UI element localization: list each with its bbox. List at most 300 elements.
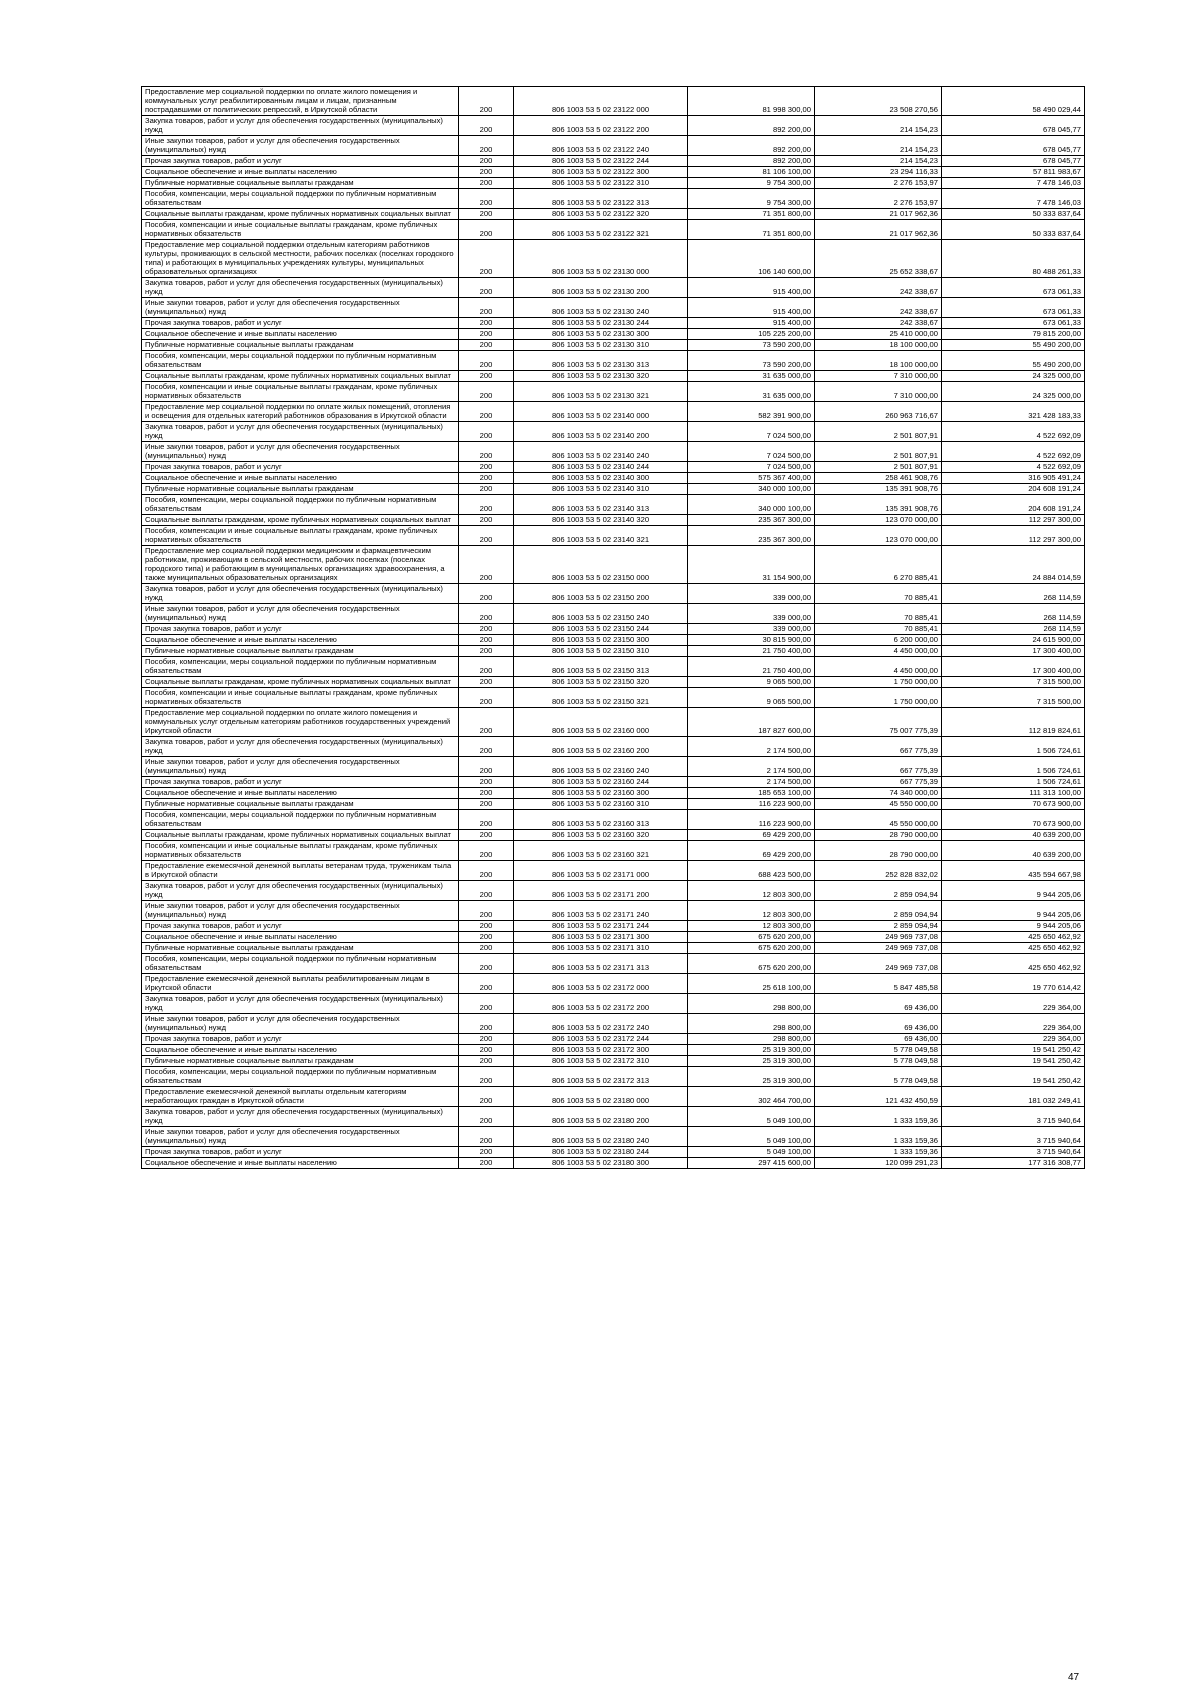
row-executed-amount: 69 436,00	[815, 1034, 942, 1045]
row-unexecuted-amount: 57 811 983,67	[942, 167, 1085, 178]
row-executed-amount: 249 969 737,08	[815, 954, 942, 974]
row-description: Пособия, компенсации и иные социальные выплаты гражданам, кроме публичных нормативных обязательств	[142, 382, 459, 402]
row-budget-code: 806 1003 53 5 02 23140 321	[514, 526, 688, 546]
row-executed-amount: 23 508 270,56	[815, 87, 942, 116]
row-approved-amount: 235 367 300,00	[688, 526, 815, 546]
row-unexecuted-amount: 19 541 250,42	[942, 1056, 1085, 1067]
row-unexecuted-amount: 177 316 308,77	[942, 1158, 1085, 1169]
row-admin-code: 200	[459, 462, 514, 473]
row-budget-code: 806 1003 53 5 02 23130 320	[514, 371, 688, 382]
row-budget-code: 806 1003 53 5 02 23130 244	[514, 318, 688, 329]
row-description: Социальное обеспечение и иные выплаты населению	[142, 167, 459, 178]
row-executed-amount: 69 436,00	[815, 994, 942, 1014]
row-description: Социальные выплаты гражданам, кроме публичных нормативных социальных выплат	[142, 830, 459, 841]
row-executed-amount: 667 775,39	[815, 737, 942, 757]
row-admin-code: 200	[459, 635, 514, 646]
row-description: Закупка товаров, работ и услуг для обеспечения государственных (муниципальных) нужд	[142, 278, 459, 298]
row-approved-amount: 187 827 600,00	[688, 708, 815, 737]
row-description: Социальное обеспечение и иные выплаты населению	[142, 1045, 459, 1056]
row-unexecuted-amount: 7 315 500,00	[942, 688, 1085, 708]
row-admin-code: 200	[459, 1034, 514, 1045]
row-description: Социальное обеспечение и иные выплаты населению	[142, 788, 459, 799]
row-description: Закупка товаров, работ и услуг для обеспечения государственных (муниципальных) нужд	[142, 737, 459, 757]
row-description: Иные закупки товаров, работ и услуг для обеспечения государственных (муниципальных) нужд	[142, 757, 459, 777]
row-description: Иные закупки товаров, работ и услуг для обеспечения государственных (муниципальных) нужд	[142, 136, 459, 156]
row-executed-amount: 667 775,39	[815, 777, 942, 788]
row-admin-code: 200	[459, 810, 514, 830]
row-unexecuted-amount: 204 608 191,24	[942, 495, 1085, 515]
row-unexecuted-amount: 58 490 029,44	[942, 87, 1085, 116]
row-unexecuted-amount: 17 300 400,00	[942, 646, 1085, 657]
row-executed-amount: 2 276 153,97	[815, 178, 942, 189]
row-executed-amount: 242 338,67	[815, 318, 942, 329]
row-unexecuted-amount: 3 715 940,64	[942, 1147, 1085, 1158]
row-approved-amount: 25 319 300,00	[688, 1056, 815, 1067]
row-executed-amount: 7 310 000,00	[815, 371, 942, 382]
row-unexecuted-amount: 111 313 100,00	[942, 788, 1085, 799]
table-row	[142, 1087, 1085, 1107]
row-approved-amount: 9 754 300,00	[688, 189, 815, 209]
table-row	[142, 209, 1085, 220]
row-description: Иные закупки товаров, работ и услуг для обеспечения государственных (муниципальных) нужд	[142, 298, 459, 318]
row-budget-code: 806 1003 53 5 02 23150 320	[514, 677, 688, 688]
row-executed-amount: 1 750 000,00	[815, 688, 942, 708]
row-admin-code: 200	[459, 318, 514, 329]
row-description: Прочая закупка товаров, работ и услуг	[142, 156, 459, 167]
row-budget-code: 806 1003 53 5 02 23172 000	[514, 974, 688, 994]
row-admin-code: 200	[459, 921, 514, 932]
table-row	[142, 136, 1085, 156]
row-description: Прочая закупка товаров, работ и услуг	[142, 1147, 459, 1158]
row-admin-code: 200	[459, 901, 514, 921]
row-approved-amount: 106 140 600,00	[688, 240, 815, 278]
row-executed-amount: 260 963 716,67	[815, 402, 942, 422]
row-unexecuted-amount: 50 333 837,64	[942, 220, 1085, 240]
row-admin-code: 200	[459, 340, 514, 351]
row-description: Пособия, компенсации и иные социальные выплаты гражданам, кроме публичных нормативных обязательств	[142, 841, 459, 861]
table-row	[142, 240, 1085, 278]
row-admin-code: 200	[459, 777, 514, 788]
row-approved-amount: 116 223 900,00	[688, 810, 815, 830]
row-description: Публичные нормативные социальные выплаты гражданам	[142, 340, 459, 351]
row-executed-amount: 45 550 000,00	[815, 810, 942, 830]
row-budget-code: 806 1003 53 5 02 23160 244	[514, 777, 688, 788]
table-row	[142, 340, 1085, 351]
row-admin-code: 200	[459, 240, 514, 278]
row-unexecuted-amount: 4 522 692,09	[942, 462, 1085, 473]
table-row	[142, 1147, 1085, 1158]
row-admin-code: 200	[459, 688, 514, 708]
row-budget-code: 806 1003 53 5 02 23150 300	[514, 635, 688, 646]
row-unexecuted-amount: 229 364,00	[942, 1034, 1085, 1045]
row-description: Закупка товаров, работ и услуг для обеспечения государственных (муниципальных) нужд	[142, 584, 459, 604]
table-row	[142, 462, 1085, 473]
table-row	[142, 515, 1085, 526]
row-budget-code: 806 1003 53 5 02 23172 300	[514, 1045, 688, 1056]
table-row	[142, 298, 1085, 318]
row-description: Иные закупки товаров, работ и услуг для обеспечения государственных (муниципальных) нужд	[142, 901, 459, 921]
row-description: Закупка товаров, работ и услуг для обеспечения государственных (муниципальных) нужд	[142, 116, 459, 136]
row-budget-code: 806 1003 53 5 02 23122 244	[514, 156, 688, 167]
row-description: Публичные нормативные социальные выплаты гражданам	[142, 484, 459, 495]
row-description: Предоставление мер социальной поддержки по оплате жилого помещения и коммунальных услуг реабилитированным лицам и лицам, признанным пострадавшими от политических репрессий, в Иркутской области	[142, 87, 459, 116]
row-executed-amount: 69 436,00	[815, 1014, 942, 1034]
row-approved-amount: 7 024 500,00	[688, 462, 815, 473]
row-admin-code: 200	[459, 604, 514, 624]
row-unexecuted-amount: 204 608 191,24	[942, 484, 1085, 495]
row-budget-code: 806 1003 53 5 02 23130 321	[514, 382, 688, 402]
row-executed-amount: 70 885,41	[815, 624, 942, 635]
row-budget-code: 806 1003 53 5 02 23130 000	[514, 240, 688, 278]
row-admin-code: 200	[459, 351, 514, 371]
row-budget-code: 806 1003 53 5 02 23130 310	[514, 340, 688, 351]
row-approved-amount: 7 024 500,00	[688, 422, 815, 442]
row-executed-amount: 135 391 908,76	[815, 484, 942, 495]
row-budget-code: 806 1003 53 5 02 23172 313	[514, 1067, 688, 1087]
row-executed-amount: 242 338,67	[815, 278, 942, 298]
table-row	[142, 1056, 1085, 1067]
row-budget-code: 806 1003 53 5 02 23140 000	[514, 402, 688, 422]
row-admin-code: 200	[459, 943, 514, 954]
row-budget-code: 806 1003 53 5 02 23171 000	[514, 861, 688, 881]
row-admin-code: 200	[459, 584, 514, 604]
row-approved-amount: 298 800,00	[688, 1014, 815, 1034]
row-unexecuted-amount: 1 506 724,61	[942, 737, 1085, 757]
row-admin-code: 200	[459, 737, 514, 757]
row-executed-amount: 5 778 049,58	[815, 1067, 942, 1087]
row-description: Социальное обеспечение и иные выплаты населению	[142, 329, 459, 340]
row-description: Предоставление мер социальной поддержки медицинским и фармацевтическим работникам, проживающим в сельской местности, рабочих поселках (поселках городского типа) и работающим в муниципальных организациях здравоохранения, а также муниципальных образовательных организациях	[142, 546, 459, 584]
table-row	[142, 1107, 1085, 1127]
row-admin-code: 200	[459, 677, 514, 688]
row-unexecuted-amount: 268 114,59	[942, 604, 1085, 624]
row-approved-amount: 675 620 200,00	[688, 954, 815, 974]
table-row	[142, 318, 1085, 329]
row-description: Социальные выплаты гражданам, кроме публичных нормативных социальных выплат	[142, 515, 459, 526]
table-row	[142, 495, 1085, 515]
table-row	[142, 220, 1085, 240]
row-admin-code: 200	[459, 1107, 514, 1127]
row-unexecuted-amount: 678 045,77	[942, 136, 1085, 156]
row-approved-amount: 575 367 400,00	[688, 473, 815, 484]
row-description: Пособия, компенсации, меры социальной поддержки по публичным нормативным обязательствам	[142, 657, 459, 677]
row-admin-code: 200	[459, 87, 514, 116]
table-row	[142, 841, 1085, 861]
row-approved-amount: 582 391 900,00	[688, 402, 815, 422]
table-row	[142, 974, 1085, 994]
table-row	[142, 757, 1085, 777]
row-executed-amount: 75 007 775,39	[815, 708, 942, 737]
row-unexecuted-amount: 673 061,33	[942, 318, 1085, 329]
row-executed-amount: 123 070 000,00	[815, 526, 942, 546]
row-admin-code: 200	[459, 1014, 514, 1034]
row-description: Закупка товаров, работ и услуг для обеспечения государственных (муниципальных) нужд	[142, 881, 459, 901]
row-budget-code: 806 1003 53 5 02 23140 313	[514, 495, 688, 515]
row-approved-amount: 9 065 500,00	[688, 688, 815, 708]
table-row	[142, 921, 1085, 932]
row-description: Иные закупки товаров, работ и услуг для обеспечения государственных (муниципальных) нужд	[142, 1127, 459, 1147]
row-unexecuted-amount: 3 715 940,64	[942, 1127, 1085, 1147]
table-row	[142, 677, 1085, 688]
table-row	[142, 526, 1085, 546]
row-unexecuted-amount: 4 522 692,09	[942, 442, 1085, 462]
table-row	[142, 422, 1085, 442]
row-budget-code: 806 1003 53 5 02 23172 240	[514, 1014, 688, 1034]
table-row	[142, 1158, 1085, 1169]
row-budget-code: 806 1003 53 5 02 23122 300	[514, 167, 688, 178]
row-budget-code: 806 1003 53 5 02 23171 244	[514, 921, 688, 932]
row-approved-amount: 297 415 600,00	[688, 1158, 815, 1169]
row-approved-amount: 675 620 200,00	[688, 932, 815, 943]
row-unexecuted-amount: 19 541 250,42	[942, 1045, 1085, 1056]
row-unexecuted-amount: 229 364,00	[942, 1014, 1085, 1034]
row-budget-code: 806 1003 53 5 02 23122 310	[514, 178, 688, 189]
row-admin-code: 200	[459, 136, 514, 156]
row-executed-amount: 214 154,23	[815, 156, 942, 167]
row-admin-code: 200	[459, 178, 514, 189]
row-admin-code: 200	[459, 189, 514, 209]
row-approved-amount: 81 998 300,00	[688, 87, 815, 116]
row-admin-code: 200	[459, 624, 514, 635]
row-unexecuted-amount: 9 944 205,06	[942, 901, 1085, 921]
row-approved-amount: 7 024 500,00	[688, 442, 815, 462]
row-description: Социальное обеспечение и иные выплаты населению	[142, 635, 459, 646]
row-unexecuted-amount: 17 300 400,00	[942, 657, 1085, 677]
row-approved-amount: 2 174 500,00	[688, 757, 815, 777]
row-approved-amount: 12 803 300,00	[688, 881, 815, 901]
row-unexecuted-amount: 24 325 000,00	[942, 382, 1085, 402]
row-approved-amount: 892 200,00	[688, 136, 815, 156]
row-approved-amount: 12 803 300,00	[688, 901, 815, 921]
row-description: Социальные выплаты гражданам, кроме публичных нормативных социальных выплат	[142, 371, 459, 382]
row-admin-code: 200	[459, 1087, 514, 1107]
row-unexecuted-amount: 40 639 200,00	[942, 830, 1085, 841]
row-description: Прочая закупка товаров, работ и услуг	[142, 462, 459, 473]
row-description: Публичные нормативные социальные выплаты гражданам	[142, 178, 459, 189]
row-unexecuted-amount: 425 650 462,92	[942, 943, 1085, 954]
row-executed-amount: 7 310 000,00	[815, 382, 942, 402]
row-description: Публичные нормативные социальные выплаты гражданам	[142, 1056, 459, 1067]
row-executed-amount: 258 461 908,76	[815, 473, 942, 484]
row-budget-code: 806 1003 53 5 02 23140 300	[514, 473, 688, 484]
row-description: Предоставление мер социальной поддержки по оплате жилых помещений, отопления и освещения для отдельных категорий работников образования в Иркутской области	[142, 402, 459, 422]
row-unexecuted-amount: 673 061,33	[942, 278, 1085, 298]
row-admin-code: 200	[459, 830, 514, 841]
row-approved-amount: 915 400,00	[688, 298, 815, 318]
row-admin-code: 200	[459, 788, 514, 799]
row-executed-amount: 2 501 807,91	[815, 422, 942, 442]
row-description: Пособия, компенсации, меры социальной поддержки по публичным нормативным обязательствам	[142, 954, 459, 974]
row-approved-amount: 2 174 500,00	[688, 777, 815, 788]
row-description: Прочая закупка товаров, работ и услуг	[142, 1034, 459, 1045]
row-executed-amount: 135 391 908,76	[815, 495, 942, 515]
table-row	[142, 1067, 1085, 1087]
row-admin-code: 200	[459, 974, 514, 994]
row-unexecuted-amount: 7 315 500,00	[942, 677, 1085, 688]
row-admin-code: 200	[459, 881, 514, 901]
row-unexecuted-amount: 673 061,33	[942, 298, 1085, 318]
row-executed-amount: 2 859 094,94	[815, 901, 942, 921]
row-description: Закупка товаров, работ и услуг для обеспечения государственных (муниципальных) нужд	[142, 422, 459, 442]
row-approved-amount: 69 429 200,00	[688, 841, 815, 861]
row-approved-amount: 116 223 900,00	[688, 799, 815, 810]
table-row	[142, 402, 1085, 422]
table-row	[142, 278, 1085, 298]
row-executed-amount: 2 859 094,94	[815, 881, 942, 901]
budget-table	[141, 86, 1085, 1169]
row-approved-amount: 30 815 900,00	[688, 635, 815, 646]
row-approved-amount: 302 464 700,00	[688, 1087, 815, 1107]
row-budget-code: 806 1003 53 5 02 23180 300	[514, 1158, 688, 1169]
table-row	[142, 788, 1085, 799]
row-description: Прочая закупка товаров, работ и услуг	[142, 624, 459, 635]
row-budget-code: 806 1003 53 5 02 23160 313	[514, 810, 688, 830]
row-admin-code: 200	[459, 167, 514, 178]
row-executed-amount: 28 790 000,00	[815, 841, 942, 861]
row-budget-code: 806 1003 53 5 02 23150 240	[514, 604, 688, 624]
row-approved-amount: 892 200,00	[688, 116, 815, 136]
row-description: Иные закупки товаров, работ и услуг для обеспечения государственных (муниципальных) нужд	[142, 442, 459, 462]
row-admin-code: 200	[459, 1056, 514, 1067]
row-unexecuted-amount: 435 594 667,98	[942, 861, 1085, 881]
row-approved-amount: 105 225 200,00	[688, 329, 815, 340]
table-row	[142, 861, 1085, 881]
row-executed-amount: 18 100 000,00	[815, 351, 942, 371]
row-admin-code: 200	[459, 841, 514, 861]
row-description: Пособия, компенсации, меры социальной поддержки по публичным нормативным обязательствам	[142, 351, 459, 371]
row-approved-amount: 340 000 100,00	[688, 484, 815, 495]
row-budget-code: 806 1003 53 5 02 23160 300	[514, 788, 688, 799]
row-budget-code: 806 1003 53 5 02 23171 240	[514, 901, 688, 921]
row-approved-amount: 25 618 100,00	[688, 974, 815, 994]
row-executed-amount: 28 790 000,00	[815, 830, 942, 841]
row-unexecuted-amount: 19 541 250,42	[942, 1067, 1085, 1087]
row-admin-code: 200	[459, 861, 514, 881]
table-row	[142, 830, 1085, 841]
table-row	[142, 604, 1085, 624]
row-approved-amount: 339 000,00	[688, 584, 815, 604]
table-row	[142, 799, 1085, 810]
row-executed-amount: 120 099 291,23	[815, 1158, 942, 1169]
row-executed-amount: 2 859 094,94	[815, 921, 942, 932]
row-budget-code: 806 1003 53 5 02 23122 240	[514, 136, 688, 156]
row-unexecuted-amount: 112 297 300,00	[942, 515, 1085, 526]
row-approved-amount: 21 750 400,00	[688, 646, 815, 657]
row-admin-code: 200	[459, 156, 514, 167]
row-description: Публичные нормативные социальные выплаты гражданам	[142, 799, 459, 810]
row-executed-amount: 25 652 338,67	[815, 240, 942, 278]
row-executed-amount: 214 154,23	[815, 136, 942, 156]
row-unexecuted-amount: 50 333 837,64	[942, 209, 1085, 220]
row-executed-amount: 23 294 116,33	[815, 167, 942, 178]
row-executed-amount: 70 885,41	[815, 604, 942, 624]
table-row	[142, 646, 1085, 657]
table-row	[142, 777, 1085, 788]
row-unexecuted-amount: 316 905 491,24	[942, 473, 1085, 484]
table-row	[142, 624, 1085, 635]
row-executed-amount: 21 017 962,36	[815, 220, 942, 240]
row-executed-amount: 249 969 737,08	[815, 943, 942, 954]
row-budget-code: 806 1003 53 5 02 23122 000	[514, 87, 688, 116]
table-row	[142, 810, 1085, 830]
row-unexecuted-amount: 7 478 146,03	[942, 189, 1085, 209]
row-description: Предоставление ежемесячной денежной выплаты реабилитированным лицам в Иркутской области	[142, 974, 459, 994]
row-unexecuted-amount: 678 045,77	[942, 156, 1085, 167]
row-admin-code: 200	[459, 994, 514, 1014]
row-executed-amount: 5 847 485,58	[815, 974, 942, 994]
row-budget-code: 806 1003 53 5 02 23122 321	[514, 220, 688, 240]
row-approved-amount: 73 590 200,00	[688, 351, 815, 371]
row-executed-amount: 1 333 159,36	[815, 1107, 942, 1127]
row-description: Иные закупки товаров, работ и услуг для обеспечения государственных (муниципальных) нужд	[142, 604, 459, 624]
row-budget-code: 806 1003 53 5 02 23150 000	[514, 546, 688, 584]
row-admin-code: 200	[459, 371, 514, 382]
row-admin-code: 200	[459, 442, 514, 462]
row-unexecuted-amount: 40 639 200,00	[942, 841, 1085, 861]
row-approved-amount: 81 106 100,00	[688, 167, 815, 178]
row-unexecuted-amount: 268 114,59	[942, 624, 1085, 635]
row-budget-code: 806 1003 53 5 02 23180 244	[514, 1147, 688, 1158]
table-row	[142, 708, 1085, 737]
row-approved-amount: 31 635 000,00	[688, 382, 815, 402]
table-row	[142, 329, 1085, 340]
row-unexecuted-amount: 24 884 014,59	[942, 546, 1085, 584]
row-executed-amount: 6 270 885,41	[815, 546, 942, 584]
row-approved-amount: 9 065 500,00	[688, 677, 815, 688]
row-unexecuted-amount: 80 488 261,33	[942, 240, 1085, 278]
row-budget-code: 806 1003 53 5 02 23122 320	[514, 209, 688, 220]
row-budget-code: 806 1003 53 5 02 23122 313	[514, 189, 688, 209]
row-approved-amount: 5 049 100,00	[688, 1127, 815, 1147]
row-budget-code: 806 1003 53 5 02 23140 310	[514, 484, 688, 495]
row-executed-amount: 123 070 000,00	[815, 515, 942, 526]
row-budget-code: 806 1003 53 5 02 23140 320	[514, 515, 688, 526]
row-unexecuted-amount: 1 506 724,61	[942, 777, 1085, 788]
row-admin-code: 200	[459, 546, 514, 584]
row-budget-code: 806 1003 53 5 02 23180 240	[514, 1127, 688, 1147]
table-row	[142, 954, 1085, 974]
table-row	[142, 546, 1085, 584]
row-description: Социальные выплаты гражданам, кроме публичных нормативных социальных выплат	[142, 209, 459, 220]
row-unexecuted-amount: 425 650 462,92	[942, 932, 1085, 943]
row-approved-amount: 298 800,00	[688, 1034, 815, 1045]
row-description: Пособия, компенсации, меры социальной поддержки по публичным нормативным обязательствам	[142, 189, 459, 209]
table-row	[142, 881, 1085, 901]
row-description: Пособия, компенсации и иные социальные выплаты гражданам, кроме публичных нормативных обязательств	[142, 220, 459, 240]
table-row	[142, 901, 1085, 921]
table-row	[142, 382, 1085, 402]
row-approved-amount: 339 000,00	[688, 624, 815, 635]
row-approved-amount: 235 367 300,00	[688, 515, 815, 526]
row-executed-amount: 25 410 000,00	[815, 329, 942, 340]
row-approved-amount: 339 000,00	[688, 604, 815, 624]
row-description: Пособия, компенсации, меры социальной поддержки по публичным нормативным обязательствам	[142, 495, 459, 515]
row-description: Прочая закупка товаров, работ и услуг	[142, 921, 459, 932]
row-approved-amount: 21 750 400,00	[688, 657, 815, 677]
row-description: Предоставление ежемесячной денежной выплаты отдельным категориям неработающих граждан в Иркутской области	[142, 1087, 459, 1107]
row-budget-code: 806 1003 53 5 02 23160 240	[514, 757, 688, 777]
row-admin-code: 200	[459, 495, 514, 515]
row-unexecuted-amount: 268 114,59	[942, 584, 1085, 604]
row-approved-amount: 31 154 900,00	[688, 546, 815, 584]
row-description: Предоставление мер социальной поддержки по оплате жилого помещения и коммунальных услуг отдельным категориям работников государственных учреждений Иркутской области	[142, 708, 459, 737]
row-approved-amount: 25 319 300,00	[688, 1045, 815, 1056]
row-budget-code: 806 1003 53 5 02 23150 313	[514, 657, 688, 677]
row-admin-code: 200	[459, 799, 514, 810]
row-executed-amount: 252 828 832,02	[815, 861, 942, 881]
row-unexecuted-amount: 79 815 200,00	[942, 329, 1085, 340]
row-executed-amount: 667 775,39	[815, 757, 942, 777]
